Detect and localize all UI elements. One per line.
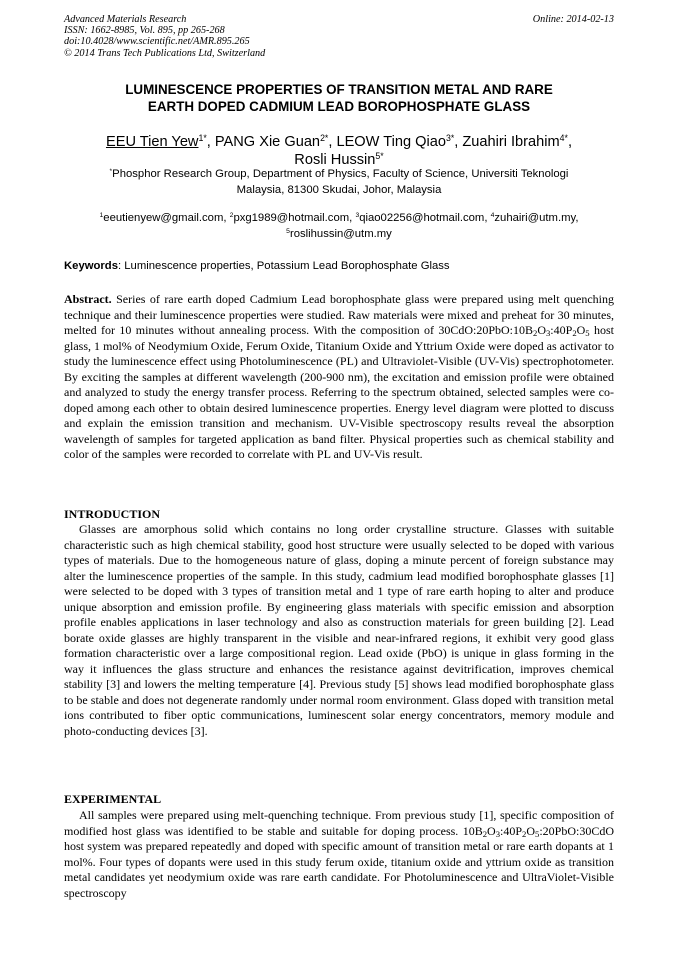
experimental-paragraph (64, 808, 614, 901)
journal-doi: doi:10.4028/www.scientific.net/AMR.895.265 (64, 36, 250, 48)
affiliation-line-2: Malaysia, 81300 Skudai, Johor, Malaysia (236, 183, 442, 196)
keywords-label: Keywords (64, 260, 118, 272)
author-name: EEU Tien Yew (105, 134, 199, 150)
subscript: 2 (572, 327, 577, 338)
email-sup: 4 (490, 211, 495, 219)
keywords-text: : Luminescence properties, Potassium Lead Borophosphate Glass (118, 260, 450, 272)
abstract (64, 292, 614, 463)
email-address: eeutienyew@gmail.com (103, 212, 224, 224)
email-sup: 1 (99, 211, 104, 219)
abstract-text: Series of rare earth doped Cadmium Lead borophosphate glass were prepared using melt quenching technique and their luminescence properties were studied. Raw materials were mixed and preheat for 30 minutes, melted for 10 minutes without annealing process. With the composition of 30CdO:20PbO:10B (64, 292, 614, 337)
online-date: Online: 2014-02-13 (532, 14, 614, 25)
abstract-text: O (576, 323, 586, 337)
journal-copyright: © 2014 Trans Tech Publications Ltd, Switzerland (64, 47, 266, 59)
author-sup: 2* (320, 132, 329, 143)
introduction-paragraph: Glasses are amorphous solid which contains no long order crystalline structure. Glasses with suitable characteristic such as high chemical stability, good host structure were usually selected to be doped with various types of materials. Due to the homogeneous nature of glass, doping a minute percent of foreign substance may alter the luminescence properties of the sample. In this study, cadmium lead modified borophosphate glasses [1] were selected to be doped with 3 types of transition metal and 1 type of rare earth hoping to alter and produce unique absorption and emission profile. By engineering glass materials with specific emission and absorption profile enables applications in laser technology and also as construction materials for green building [2]. Lead borate oxide glasses are highly transparent in the visible and near-infrared regions, it exhibit very good glass formation characteristic over a large compositional region. Lead oxide (PbO) is unique in glass forming in the way it influences the glass structure and enhances the resistance against devitrification, improves chemical stability [3] and lowers the melting temperature [4]. Previous study [5] shows lead modified borophosphate glass to be stable and does not degenerate randomly under normal room environment. Glass doped with transition metal ions contributed to fiber optic communications, luminescent solar energy concentrators, memory module and photo-conducting devices [3]. (64, 522, 614, 738)
author-sup: 1* (198, 132, 207, 143)
affiliation (64, 167, 614, 198)
keywords (64, 259, 614, 274)
title-line-1: LUMINESCENCE PROPERTIES OF TRANSITION METAL AND RARE (125, 82, 553, 97)
experimental-text: O (526, 823, 535, 838)
subscript: 3 (545, 327, 551, 338)
author-name: Zuahiri Ibrahim (462, 134, 560, 150)
email-sup: 5 (286, 227, 290, 235)
subscript: 5 (585, 327, 590, 338)
experimental-heading: EXPERIMENTAL (64, 792, 162, 806)
affiliation-sup: * (109, 167, 113, 175)
subscript: 2 (533, 327, 538, 338)
email-address: zuhairi@utm.my (494, 212, 576, 224)
author-name: LEOW Ting Qiao (336, 134, 446, 150)
author-name: Rosli Hussin (294, 152, 376, 168)
abstract-label: Abstract. (64, 292, 112, 306)
subscript: 2 (522, 828, 527, 839)
email-sup: 2 (229, 211, 234, 219)
email-address: roslihussin@utm.my (289, 227, 392, 240)
email-list: $^1$eeutienyew@gmail.com, $^2$pxg1989@hotmail.com, $^3$qiao02256@hotmail.com, $^4$zuhairi@utm.my, $^5$roslihussin@utm.my (99, 211, 579, 240)
experimental-text: :20PbO:30CdO host system was prepared repeatedly and doped with specific amount of transition metal or rare earth dopants at 1 mol%. Four types of dopants were used in this study ferum oxide, titanium oxide and yttrium oxide as transition metal candidates yet neodymium oxide was rare earth candidate. For Photoluminescence and UltraViolet-Visible spectroscopy (64, 823, 614, 900)
abstract-text: :40P (550, 323, 573, 337)
subscript: 2 (482, 828, 488, 839)
author-sup: 4* (559, 132, 568, 143)
author-list: EEU Tien Yew$^{1*}$, PANG Xie Guan$^{2*}$, LEOW Ting Qiao$^{3*}$, Zuahiri Ibrahim$^{4*}$, Rosli Hussin$^{5*}$ (105, 132, 573, 168)
author-sup: 3* (445, 132, 455, 143)
affiliation-line-1: Phosphor Research Group, Department of Physics, Faculty of Science, Universiti Teknologi (112, 168, 569, 180)
abstract-text: host glass, 1 mol% of Neodymium Oxide, Ferum Oxide, Titanium Oxide and Yttrium Oxide were doped as activator to study the luminescence effect using Photoluminescence (PL) and Ultraviolet-Visible (UV-Vis) spectrophotometer. By exciting the samples at different wavelength (200-900 nm), the excitation and emission profile were obtained and analyzed to study the energy transfer process. Referring to the spectrum obtained, selected samples were co-doped among each other to obtain desired luminescence properties. Energy level diagram were plotted to discuss and explain the emission transition and mechanism. UV-Visible spectroscopy results reveal the absorption wavelength of samples for targeted application as band filter. Physical properties such as chemical stability and color of the samples were recorded to correlate with PL and UV-Vis result. (64, 323, 614, 461)
abstract-text: O (537, 323, 546, 337)
introduction-heading: INTRODUCTION (64, 507, 161, 521)
experimental-text: All samples were prepared using melt-quenching technique. From previous study [1], specific composition of modified host glass was identified to be stable and suitable for doping process. 10B (64, 808, 614, 838)
journal-header (64, 14, 265, 59)
author-sup: 5* (375, 150, 384, 161)
experimental-text: O (487, 823, 496, 838)
title-line-2: EARTH DOPED CADMIUM LEAD BOROPHOSPHATE GLASS (147, 98, 531, 114)
subscript: 3 (495, 828, 500, 839)
subscript: 5 (535, 828, 540, 839)
email-address: qiao02256@hotmail.com (359, 212, 485, 224)
email-address: pxg1989@hotmail.com (233, 212, 350, 224)
journal-name: Advanced Materials Research (64, 14, 187, 25)
email-sup: 3 (355, 211, 360, 219)
author-name: PANG Xie Guan (214, 134, 321, 150)
experimental-text: :40P (500, 823, 523, 838)
journal-issn: ISSN: 1662-8985, Vol. 895, pp 265-268 (64, 25, 225, 37)
paper-title (64, 82, 614, 115)
